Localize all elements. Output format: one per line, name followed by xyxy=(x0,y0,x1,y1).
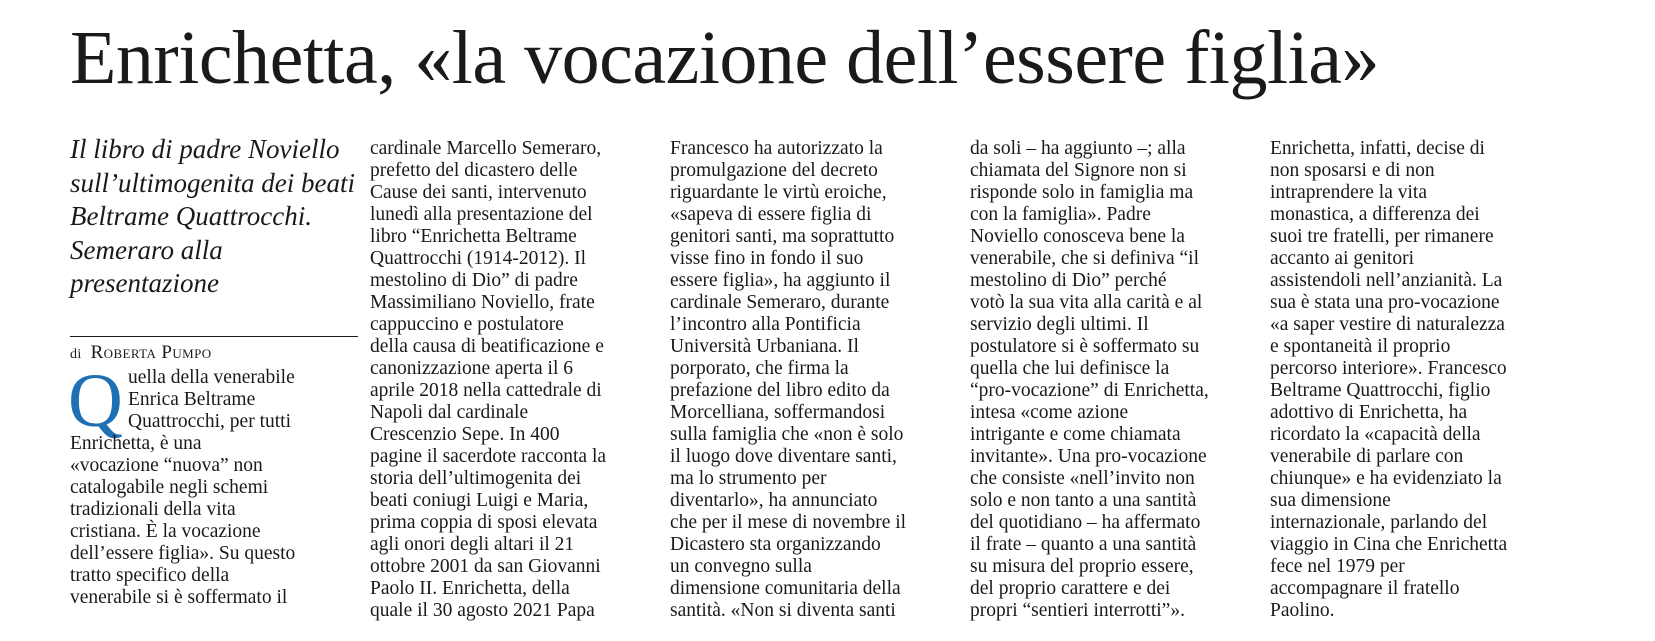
text-line: canonizzazione aperta il 6 xyxy=(370,358,574,379)
text-line: porporato, che firma la xyxy=(670,358,849,379)
text-line: prima coppia di sposi elevata xyxy=(370,512,598,533)
text-line: votò la sua vita alla carità e al xyxy=(970,292,1203,313)
text-line: Napoli dal cardinale xyxy=(370,402,529,423)
text-line: chiamata del Signore non si xyxy=(970,160,1187,181)
text-line: accompagnare il fratello xyxy=(1270,578,1460,599)
text-line: Noviello conosceva bene la xyxy=(970,226,1185,247)
text-line: Cause dei santi, intervenuto xyxy=(370,182,587,203)
text-line: il luogo dove diventare santi, xyxy=(670,446,897,467)
text-line: mestolino di Dio” di padre xyxy=(370,270,578,291)
text-line: che consiste «nell’invito non xyxy=(970,468,1195,489)
text-line: suoi tre fratelli, per rimanere xyxy=(1270,226,1494,247)
byline-divider xyxy=(70,336,358,337)
text-line: del proprio carattere e dei xyxy=(970,578,1171,599)
text-line: santità. «Non si diventa santi xyxy=(670,600,896,621)
text-line: ricordato la «capacità della xyxy=(1270,424,1481,445)
text-line: cardinale Marcello Semeraro, xyxy=(370,138,602,159)
text-line: venerabile, che si definiva “il xyxy=(970,248,1200,269)
text-line: prefazione del libro edito da xyxy=(670,380,890,401)
text-line: mestolino di Dio” perché xyxy=(970,270,1167,291)
text-line: chiunque» e ha evidenziato la xyxy=(1270,468,1502,489)
text-line: genitori santi, ma soprattutto xyxy=(670,226,895,247)
text-line: Paolo II. Enrichetta, della xyxy=(370,578,570,599)
text-line: internazionale, parlando del xyxy=(1270,512,1488,533)
text-line: Università Urbaniana. Il xyxy=(670,336,859,357)
text-line: «sapeva di essere figlia di xyxy=(670,204,872,225)
text-line: pagine il sacerdote racconta la xyxy=(370,446,607,467)
text-line: della causa di beatificazione e xyxy=(370,336,604,357)
text-line: percorso interiore». Francesco xyxy=(1270,358,1507,379)
subtitle: Il libro di padre Noviello sull’ultimogenita dei beati Beltrame Quattrocchi. Semeraro alla presentazione xyxy=(70,134,355,298)
text-line: lunedì alla presentazione del xyxy=(370,204,593,225)
text-line: il frate – quanto a una santità xyxy=(970,534,1197,555)
text-line: cappuccino e postulatore xyxy=(370,314,564,335)
text-line: catalogabile negli schemi xyxy=(70,477,269,498)
text-column-2 xyxy=(370,138,606,622)
text-column-4 xyxy=(970,138,1209,622)
text-line: Enrichetta, infatti, decise di xyxy=(1270,138,1485,159)
text-line: sua è stata una pro-vocazione xyxy=(1270,292,1500,313)
text-line: intesa «come azione xyxy=(970,402,1129,423)
text-line: sulla famiglia che «non è solo xyxy=(670,424,904,445)
text-column-3 xyxy=(670,138,906,622)
text-line: beati coniugi Luigi e Maria, xyxy=(370,490,589,511)
text-line: diventarlo», ha annunciato xyxy=(670,490,878,511)
text-line: uella della venerabile xyxy=(128,367,295,388)
text-line: del quotidiano – ha affermato xyxy=(970,512,1201,533)
text-line: riguardante le virtù eroiche, xyxy=(670,182,887,203)
text-line: libro “Enrichetta Beltrame xyxy=(370,226,577,247)
text-line: Paolino. xyxy=(1270,600,1335,621)
text-line: promulgazione del decreto xyxy=(670,160,878,181)
text-line: visse fino in fondo il suo xyxy=(670,248,864,269)
text-line: viaggio in Cina che Enrichetta xyxy=(1270,534,1508,555)
text-line: Beltrame Quattrocchi, figlio xyxy=(1270,380,1491,401)
text-line: l’incontro alla Pontificia xyxy=(670,314,861,335)
text-line: “pro-vocazione” di Enrichetta, xyxy=(970,380,1209,401)
text-line: con la famiglia». Padre xyxy=(970,204,1151,225)
byline-prefix: di xyxy=(70,347,82,362)
text-line: cristiana. È la vocazione xyxy=(70,521,261,542)
text-line: prefetto del dicastero delle xyxy=(370,160,578,181)
text-line: adottivo di Enrichetta, ha xyxy=(1270,402,1468,423)
text-line: Massimiliano Noviello, frate xyxy=(370,292,595,313)
text-line: fece nel 1979 per xyxy=(1270,556,1405,577)
text-line: aprile 2018 nella cattedrale di xyxy=(370,380,602,401)
text-line: risponde solo in famiglia ma xyxy=(970,182,1194,203)
text-line: quale il 30 agosto 2021 Papa xyxy=(370,600,595,621)
text-line: dimensione comunitaria della xyxy=(670,578,901,599)
text-line: agli onori degli altari il 21 xyxy=(370,534,575,555)
text-line: su misura del proprio essere, xyxy=(970,556,1194,577)
text-line: Crescenzio Sepe. In 400 xyxy=(370,424,560,445)
text-line: cardinale Semeraro, durante xyxy=(670,292,890,313)
text-line: tradizionali della vita xyxy=(70,499,236,520)
text-line: postulatore si è soffermato su xyxy=(970,336,1200,357)
text-line: Enrica Beltrame xyxy=(128,389,256,410)
text-line: da soli – ha aggiunto –; alla xyxy=(970,138,1186,159)
text-column-5 xyxy=(1270,138,1507,622)
text-line: assistendoli nell’anzianità. La xyxy=(1270,270,1503,291)
text-line: e spontaneità il proprio xyxy=(1270,336,1451,357)
text-line: propri “sentieri interrotti”». xyxy=(970,600,1185,621)
text-line: storia dell’ultimogenita dei xyxy=(370,468,582,489)
text-line: un convegno sulla xyxy=(670,556,812,577)
text-line: servizio degli ultimi. Il xyxy=(970,314,1149,335)
text-line: Quattrocchi, per tutti xyxy=(128,411,291,432)
text-line: Morcelliana, soffermandosi xyxy=(670,402,886,423)
byline-author: Roberta Pumpo xyxy=(90,342,212,363)
text-line: sua dimensione xyxy=(1270,490,1391,511)
text-column-1 xyxy=(70,367,295,609)
text-line: Enrichetta, è una xyxy=(70,433,202,454)
text-line: monastica, a differenza dei xyxy=(1270,204,1480,225)
text-line: Quattrocchi (1914-2012). Il xyxy=(370,248,587,269)
text-line: ma lo strumento per xyxy=(670,468,827,489)
drop-cap: Q xyxy=(68,359,123,443)
text-line: che per il mese di novembre il xyxy=(670,512,907,533)
text-line: Francesco ha autorizzato la xyxy=(670,138,883,159)
text-line: accanto ai genitori xyxy=(1270,248,1415,269)
text-line: «vocazione “nuova” non xyxy=(70,455,263,476)
text-line: essere figlia», ha aggiunto il xyxy=(670,270,891,291)
text-line: invitante». Una pro-vocazione xyxy=(970,446,1207,467)
text-line: intraprendere la vita xyxy=(1270,182,1427,203)
text-line: intrigante e come chiamata xyxy=(970,424,1181,445)
text-line: venerabile di parlare con xyxy=(1270,446,1464,467)
text-line: quella che lui definisce la xyxy=(970,358,1170,379)
headline: Enrichetta, «la vocazione dell’essere figlia» xyxy=(70,16,1379,100)
text-line: Dicastero sta organizzando xyxy=(670,534,881,555)
text-line: venerabile si è soffermato il xyxy=(70,587,288,608)
text-line: ottobre 2001 da san Giovanni xyxy=(370,556,601,577)
text-line: solo e non tanto a una santità xyxy=(970,490,1197,511)
text-line: tratto specifico della xyxy=(70,565,230,586)
text-line: non sposarsi e di non xyxy=(1270,160,1435,181)
text-line: «a saper vestire di naturalezza xyxy=(1270,314,1505,335)
text-line: dell’essere figlia». Su questo xyxy=(70,543,296,564)
